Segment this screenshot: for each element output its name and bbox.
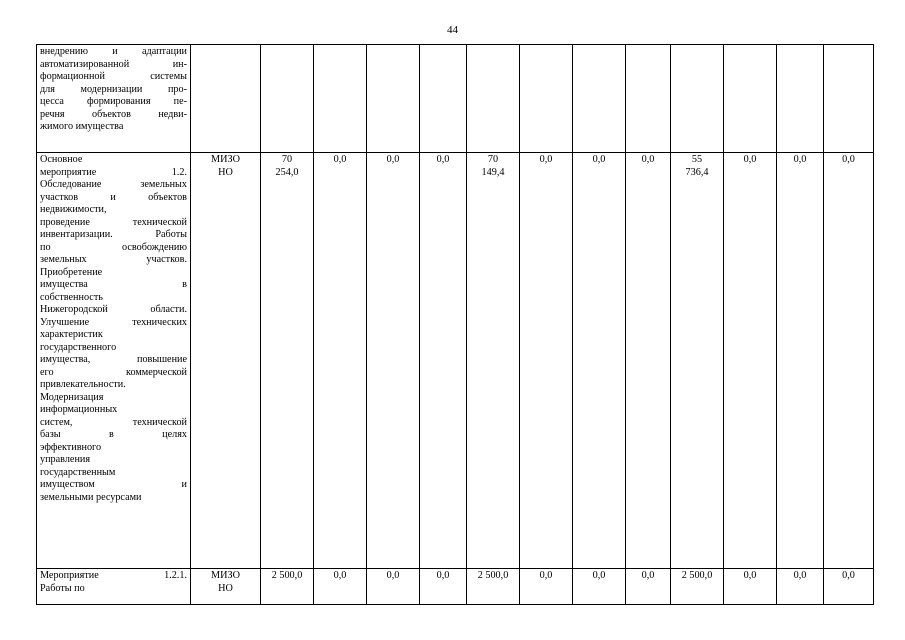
value-cell — [367, 569, 420, 605]
value-cell — [420, 45, 467, 153]
description-line: Обследование земельных — [40, 179, 187, 190]
value-line: 0,0 — [333, 570, 347, 581]
value-line: 0,0 — [641, 154, 655, 165]
value-line: 0,0 — [386, 570, 400, 581]
description-line: Работы по — [40, 582, 85, 594]
description-line: имущества, повышение — [40, 354, 187, 365]
description-line: государственным — [40, 466, 116, 478]
description-line: Основное — [40, 154, 83, 165]
value-cell — [467, 569, 520, 605]
value-line: 0,0 — [641, 570, 655, 581]
description-line: его коммерческой — [40, 366, 187, 378]
description-line: имущества в — [40, 279, 187, 290]
description-line: систем, технической — [40, 416, 187, 428]
description-line: недвижимости, — [40, 204, 107, 215]
description-line: автоматизированной ин- — [40, 58, 187, 70]
value-cell — [314, 569, 367, 605]
executor-line: НО — [218, 582, 233, 594]
value-cell — [724, 45, 777, 153]
value-line: 0,0 — [539, 570, 553, 581]
executor-cell — [191, 45, 261, 153]
page-number: 44 — [447, 24, 458, 36]
description-line: для модернизации про- — [40, 83, 187, 95]
description-line: Нижегородской области. — [40, 304, 187, 315]
value-cell — [824, 569, 874, 605]
value-cell — [367, 45, 420, 153]
description-line: Приобретение — [40, 266, 103, 278]
description-line: имуществом и — [40, 479, 187, 490]
description-line: информационных — [40, 404, 118, 415]
value-line: 70 — [281, 154, 293, 165]
description-line: эффективного — [40, 441, 102, 453]
description-line: земельными ресурсами — [40, 491, 142, 503]
activity-description-cell — [37, 569, 191, 605]
value-cell — [261, 153, 314, 569]
value-cell — [261, 45, 314, 153]
value-line: 2 500,0 — [477, 570, 509, 581]
value-cell — [420, 153, 467, 569]
value-cell — [573, 45, 626, 153]
description-line: управления — [40, 454, 91, 465]
description-line: по освобождению — [40, 241, 187, 253]
description-line: проведение технической — [40, 216, 187, 228]
description-line: Улучшение технических — [40, 316, 187, 328]
value-line: 55 — [691, 154, 703, 165]
description-line: земельных участков. — [40, 254, 187, 265]
description-line: внедрению и адаптации — [40, 46, 187, 57]
table-row — [37, 153, 874, 569]
description-line: характеристик — [40, 329, 103, 340]
value-cell — [314, 153, 367, 569]
value-cell — [626, 45, 671, 153]
value-line: 0,0 — [539, 154, 553, 165]
value-line: 0,0 — [592, 154, 606, 165]
description-line: собственность — [40, 291, 103, 303]
value-cell — [367, 153, 420, 569]
value-cell — [626, 153, 671, 569]
value-cell — [520, 569, 573, 605]
value-cell — [626, 569, 671, 605]
executor-cell — [191, 153, 261, 569]
activity-description-cell — [37, 153, 191, 569]
value-cell — [777, 569, 824, 605]
value-cell — [777, 153, 824, 569]
table-row — [37, 569, 874, 605]
value-line: 2 500,0 — [681, 570, 713, 581]
executor-cell — [191, 569, 261, 605]
value-cell — [314, 45, 367, 153]
value-cell — [573, 153, 626, 569]
budget-table — [36, 44, 874, 605]
value-cell — [671, 153, 724, 569]
value-line: 70 — [487, 154, 499, 165]
value-cell — [724, 153, 777, 569]
value-cell — [671, 45, 724, 153]
value-line: 0,0 — [793, 154, 807, 165]
value-line: 254,0 — [275, 166, 299, 178]
description-line: цесса формирования пе- — [40, 96, 187, 107]
value-line: 0,0 — [333, 154, 347, 165]
description-line: инвентаризации. Работы — [40, 229, 187, 240]
value-cell — [777, 45, 824, 153]
description-line: Модернизация — [40, 391, 104, 403]
value-cell — [420, 569, 467, 605]
description-line: мероприятие 1.2. — [40, 166, 187, 178]
value-line: 0,0 — [842, 154, 855, 165]
value-line: 0,0 — [386, 154, 400, 165]
value-cell — [724, 569, 777, 605]
value-line: 0,0 — [743, 570, 757, 581]
table-row — [37, 45, 874, 153]
description-line: Мероприятие 1.2.1. — [40, 570, 187, 581]
executor-line: НО — [218, 166, 233, 178]
description-line: речня объектов недви- — [40, 108, 187, 120]
value-line: 149,4 — [481, 166, 505, 178]
description-line: участков и объектов — [40, 191, 187, 203]
value-line: 0,0 — [743, 154, 757, 165]
description-line: формационной системы — [40, 71, 187, 82]
executor-line: МИЗО — [211, 154, 240, 165]
description-line: жимого имущества — [40, 121, 124, 132]
value-line: 0,0 — [436, 154, 450, 165]
description-line: государственного — [40, 341, 117, 353]
description-line: привлекательности. — [40, 379, 126, 390]
value-line: 0,0 — [793, 570, 807, 581]
value-cell — [671, 569, 724, 605]
value-line: 0,0 — [842, 570, 855, 581]
value-cell — [573, 569, 626, 605]
value-line: 0,0 — [436, 570, 450, 581]
value-cell — [520, 153, 573, 569]
value-cell — [467, 153, 520, 569]
value-line: 0,0 — [592, 570, 606, 581]
activity-description-cell — [37, 45, 191, 153]
value-cell — [261, 569, 314, 605]
value-line: 2 500,0 — [271, 570, 303, 581]
value-cell — [520, 45, 573, 153]
value-cell — [824, 45, 874, 153]
value-cell — [824, 153, 874, 569]
value-cell — [467, 45, 520, 153]
executor-line: МИЗО — [211, 570, 240, 581]
value-line: 736,4 — [685, 166, 709, 178]
description-line: базы в целях — [40, 429, 187, 440]
